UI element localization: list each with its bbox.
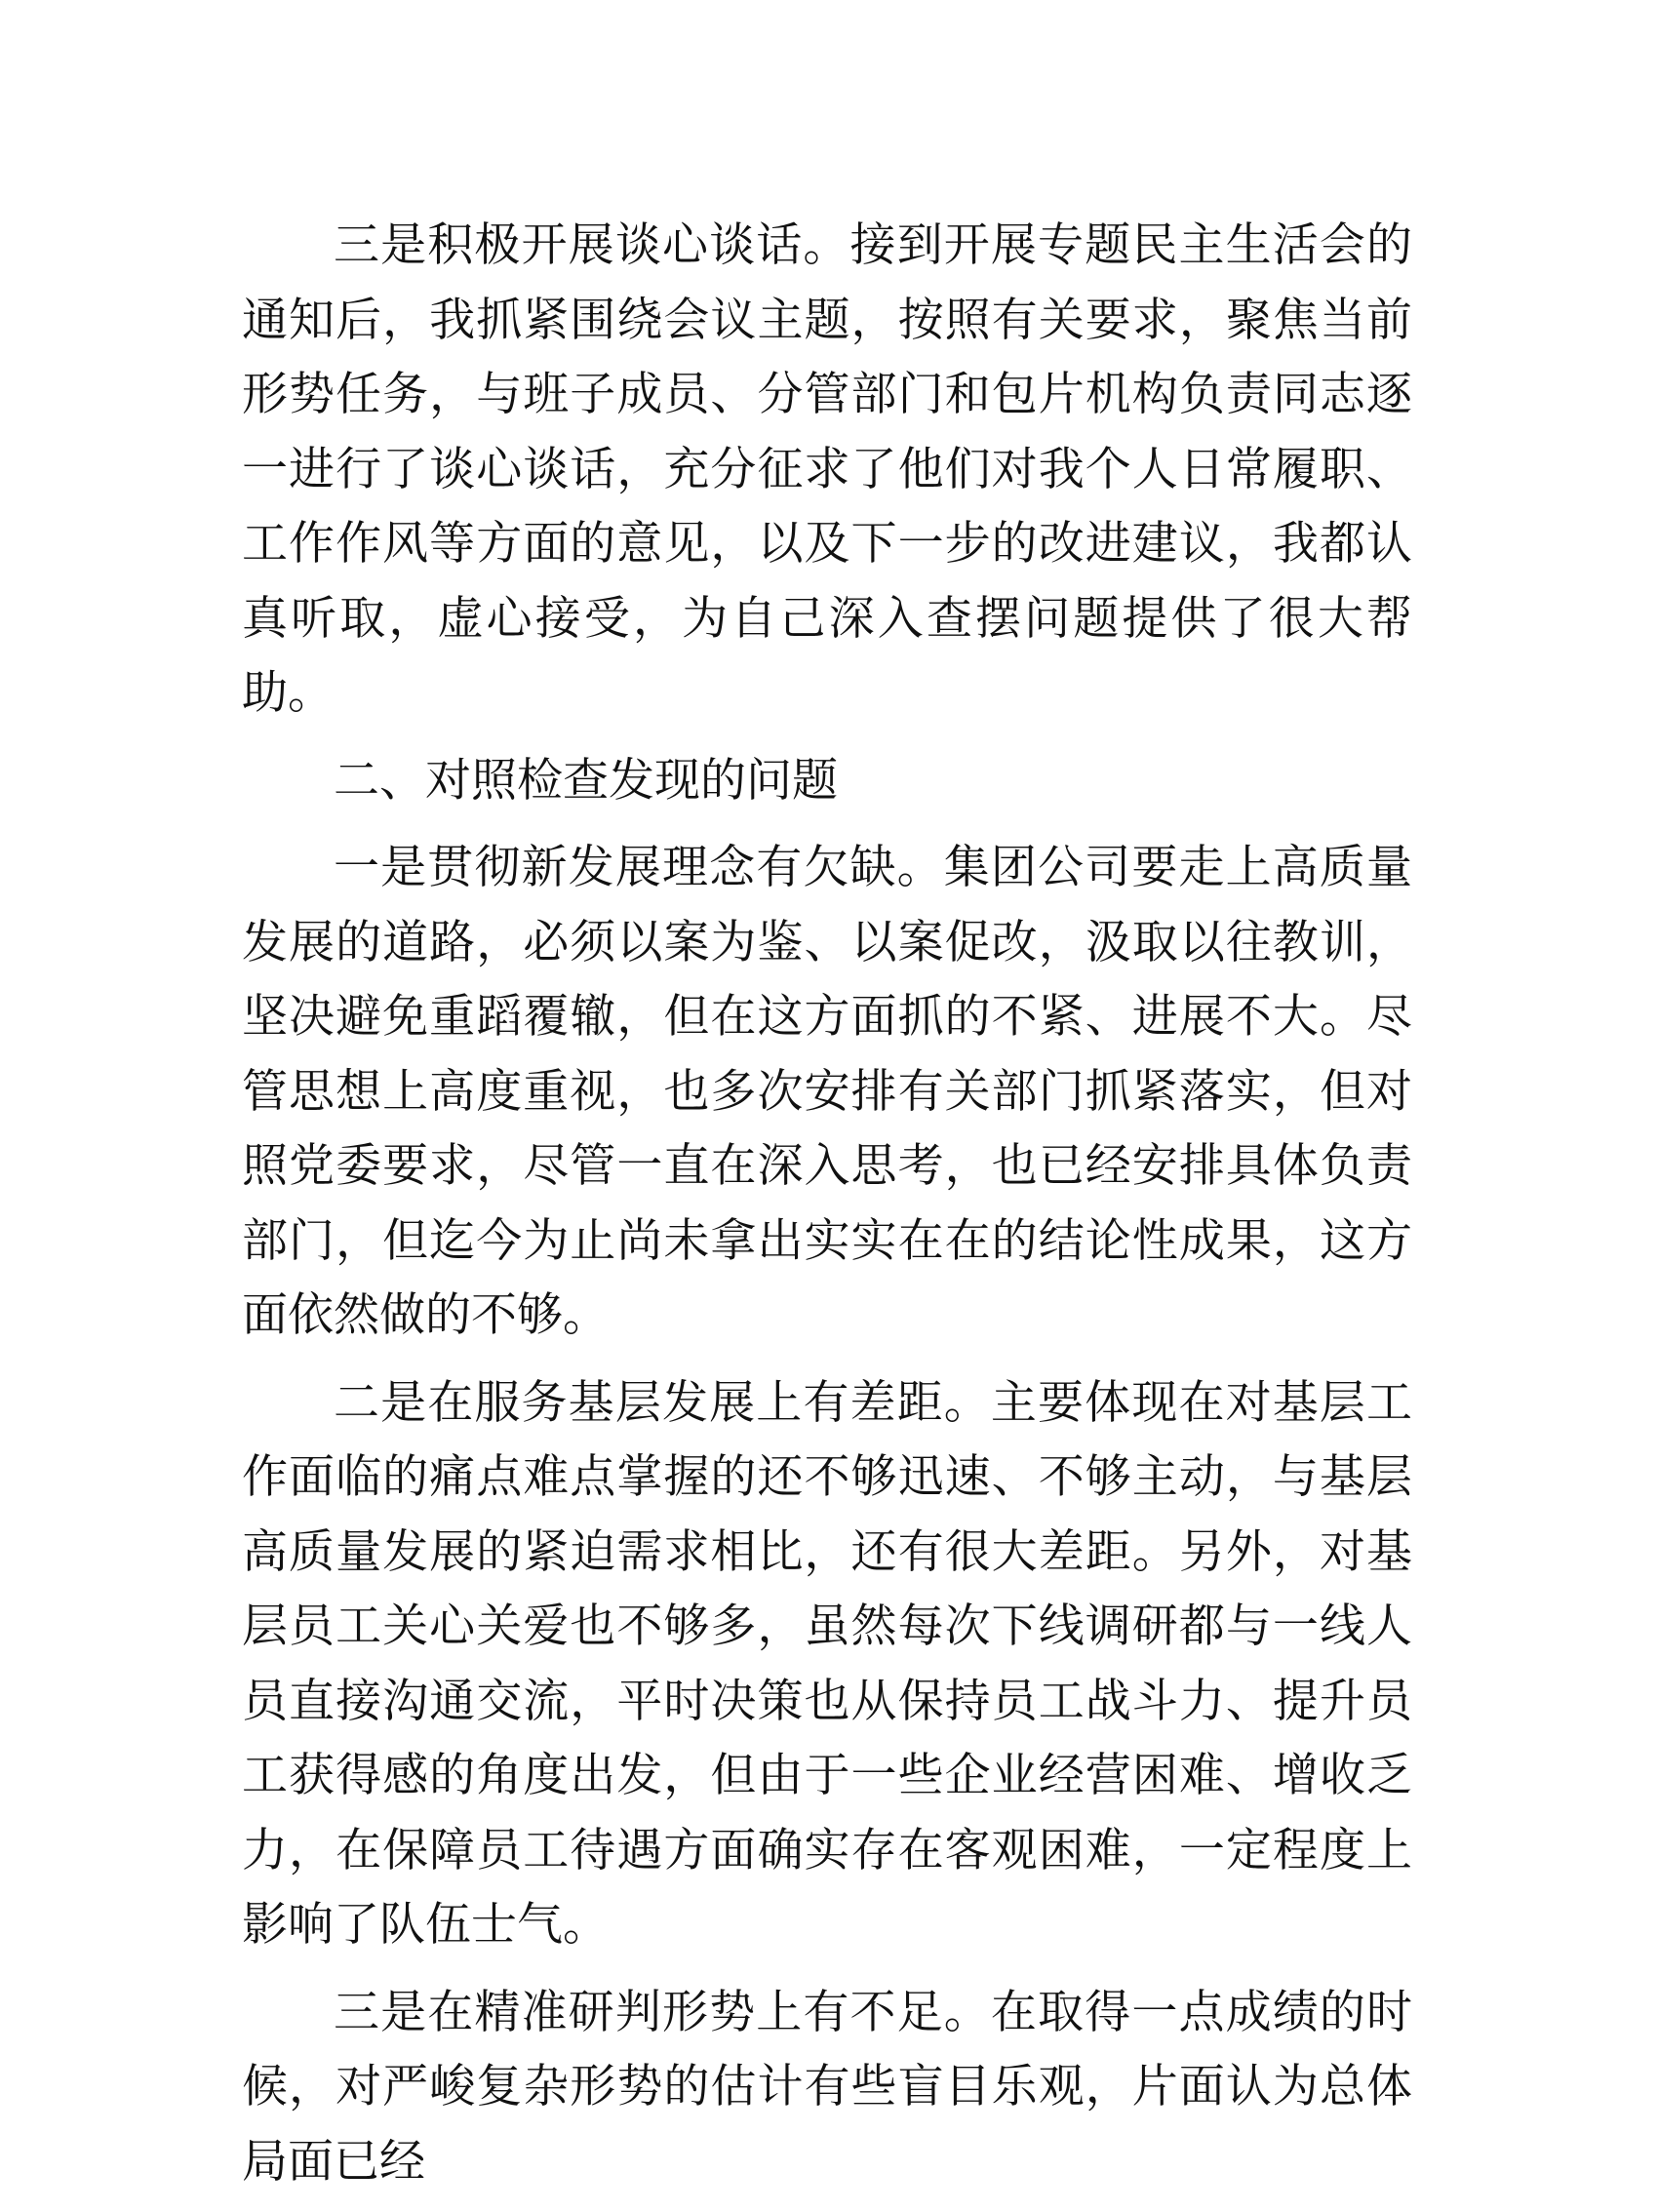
paragraph-talks: 三是积极开展谈心谈话。接到开展专题民主生活会的通知后，我抓紧围绕会议主题，按照有关要求，聚焦当前形势任务，与班子成员、分管部门和包片机构负责同志逐一进行了谈心谈话，充分征求了他们对我个人日常履职、工作作风等方面的意见，以及下一步的改进建议，我都认真听取，虚心接受，为自己深入查摆问题提供了很大帮助。 [242,218,1412,720]
paragraph-new-development: 一是贯彻新发展理念有欠缺。集团公司要走上高质量发展的道路，必须以案为鉴、以案促改，汲取以往教训，坚决避免重蹈覆辙，但在这方面抓的不紧、进展不大。尽管思想上高度重视，也多次安排有关部门抓紧落实，但对照党委要求，尽管一直在深入思考，也已经安排具体负责部门，但迄今为止尚未拿出实实在在的结论性成果，这方面依然做的不够。 [242,841,1412,1342]
section-heading-problems: 二、对照检查发现的问题 [334,753,838,808]
paragraph-situation-judgment: 三是在精准研判形势上有不足。在取得一点成绩的时候，对严峻复杂形势的估计有些盲目乐观，片面认为总体局面已经 [242,1985,1412,2189]
document-body [242,209,1412,2212]
paragraph-grassroots-service: 二是在服务基层发展上有差距。主要体现在对基层工作面临的痛点难点掌握的还不够迅速、不够主动，与基层高质量发展的紧迫需求相比，还有很大差距。另外，对基层员工关心关爱也不够多，虽然每次下线调研都与一线人员直接沟通交流，平时决策也从保持员工战斗力、提升员工获得感的角度出发，但由于一些企业经营困难、增收乏力，在保障员工待遇方面确实存在客观困难，一定程度上影响了队伍士气。 [242,1375,1412,1952]
